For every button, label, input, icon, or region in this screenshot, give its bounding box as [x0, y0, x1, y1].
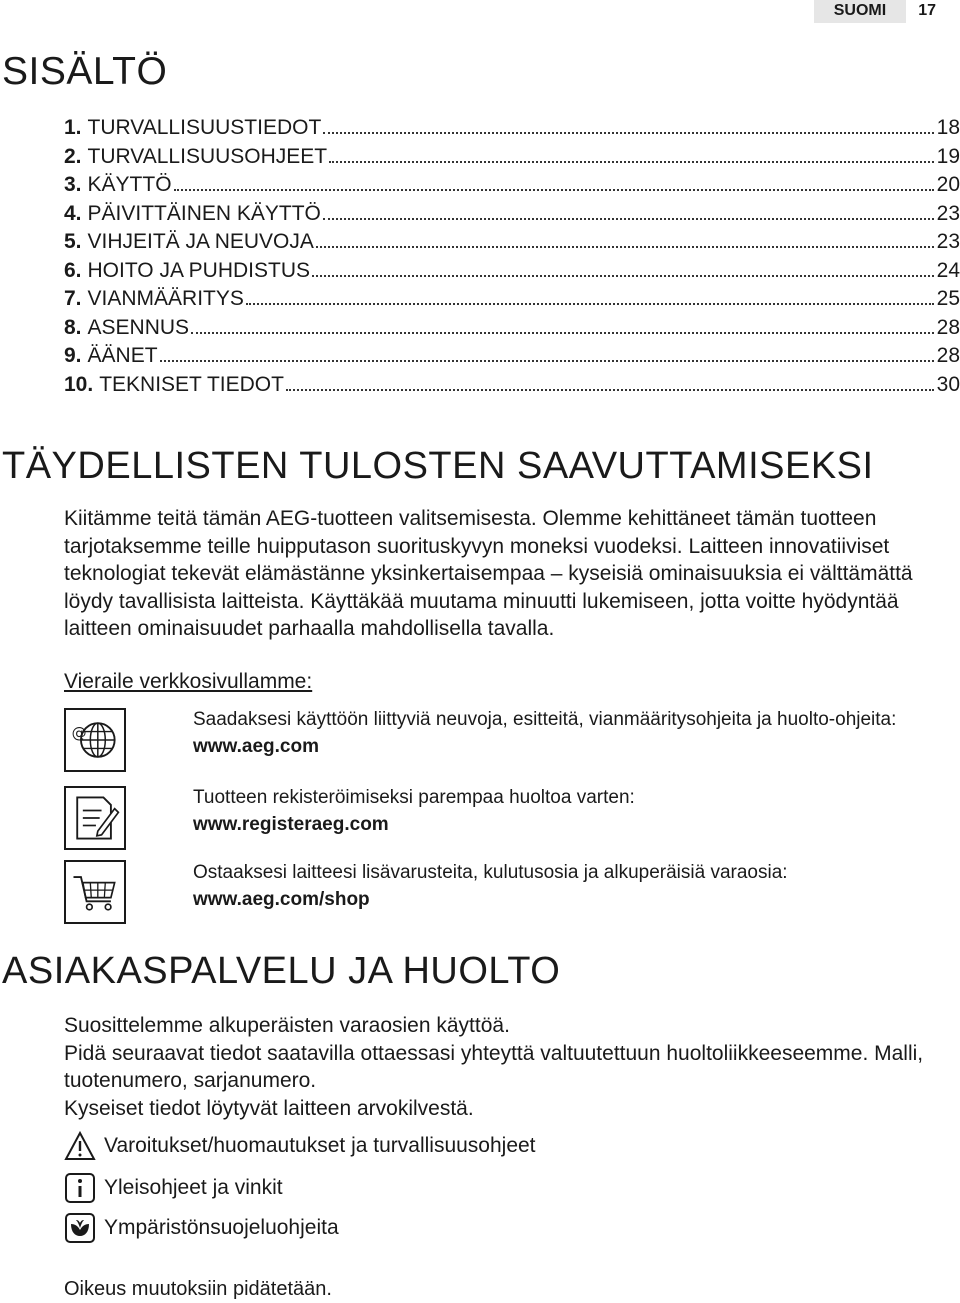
- toc-item-page: 23: [936, 201, 960, 225]
- toc-item-number: 8.: [64, 315, 82, 339]
- web-icon: [64, 708, 126, 772]
- toc-item-label: TEKNISET TIEDOT: [99, 372, 284, 396]
- toc-leader-dots: [312, 275, 934, 277]
- toc-leader-dots: [174, 189, 934, 191]
- toc-item-number: 4.: [64, 201, 82, 225]
- toc-item-number: 7.: [64, 287, 82, 310]
- toc-item-page: 28: [936, 344, 960, 367]
- toc-item-number: 5.: [64, 230, 82, 253]
- toc-item-page: 18: [936, 116, 960, 139]
- register-link[interactable]: www.registeraeg.com: [193, 814, 389, 835]
- toc-leader-dots: [286, 389, 934, 391]
- page-number: 17: [918, 1, 936, 19]
- advice-text: Saadaksesi käyttöön liittyviä neuvoja, esitteitä, vianmääritysohjeita ja huolto-ohjeita:: [193, 709, 897, 730]
- shop-text: Ostaaksesi laitteesi lisävarusteita, kulutusosia ja alkuperäisiä varaosia:: [193, 862, 788, 883]
- environment-icon: [64, 1212, 96, 1244]
- intro-text: [64, 505, 924, 643]
- service-text: [64, 1012, 924, 1122]
- advice-block: [193, 706, 953, 760]
- service-line-3: Kyseiset tiedot löytyvät laitteen arvokilvestä.: [64, 1096, 474, 1120]
- toc-item-number: 9.: [64, 344, 82, 367]
- toc-leader-dots: [160, 360, 934, 362]
- toc-item[interactable]: [64, 287, 960, 316]
- toc-item-number: 1.: [64, 116, 82, 139]
- register-block: [193, 784, 953, 838]
- toc-item-page: 30: [936, 372, 960, 396]
- toc-leader-dots: [316, 246, 934, 248]
- toc-leader-dots: [323, 132, 934, 134]
- toc-item-page: 24: [936, 258, 960, 282]
- toc-item[interactable]: [64, 202, 960, 231]
- toc-title: SISÄLTÖ: [2, 50, 168, 93]
- page-header: [814, 0, 960, 22]
- table-of-contents: [64, 116, 960, 401]
- svg-text:@: @: [71, 724, 87, 743]
- toc-item-label: ASENNUS: [87, 315, 190, 339]
- toc-leader-dots: [246, 303, 934, 305]
- legend-warning-text: Varoitukset/huomautukset ja turvallisuusohjeet: [104, 1134, 536, 1157]
- toc-item-label: TURVALLISUUSOHJEET: [87, 144, 328, 168]
- toc-item-label: HOITO JA PUHDISTUS: [87, 258, 310, 282]
- toc-leader-dots: [191, 332, 934, 334]
- toc-item-label: VIHJEITÄ JA NEUVOJA: [87, 230, 314, 253]
- toc-item-page: 20: [936, 173, 960, 196]
- toc-item[interactable]: [64, 173, 960, 202]
- language-label: SUOMI: [814, 0, 906, 23]
- shop-link[interactable]: www.aeg.com/shop: [193, 889, 370, 910]
- toc-item[interactable]: [64, 145, 960, 174]
- toc-item-page: 19: [936, 144, 960, 168]
- legend-info-text: Yleisohjeet ja vinkit: [104, 1176, 283, 1199]
- toc-item-label: TURVALLISUUSTIEDOT: [87, 116, 322, 139]
- register-text: Tuotteen rekisteröimiseksi parempaa huoltoa varten:: [193, 787, 635, 808]
- toc-item-page: 23: [936, 230, 960, 253]
- toc-leader-dots: [323, 218, 934, 220]
- section-title-results: TÄYDELLISTEN TULOSTEN SAAVUTTAMISEKSI: [2, 445, 874, 487]
- legend-warning: [64, 1130, 536, 1162]
- toc-item[interactable]: [64, 344, 960, 373]
- toc-item[interactable]: [64, 116, 960, 145]
- info-icon: [64, 1172, 96, 1204]
- legend-environment: [64, 1212, 339, 1244]
- service-line-1: Suosittelemme alkuperäisten varaosien käyttöä.: [64, 1014, 510, 1037]
- toc-item-number: 2.: [64, 144, 82, 168]
- legend-environment-text: Ympäristönsuojeluohjeita: [104, 1216, 339, 1239]
- toc-item-label: PÄIVITTÄINEN KÄYTTÖ: [87, 201, 321, 225]
- toc-item-label: ÄÄNET: [87, 344, 158, 367]
- section-title-service: ASIAKASPALVELU JA HUOLTO: [2, 950, 561, 992]
- toc-item-number: 3.: [64, 173, 82, 196]
- service-line-2: Pidä seuraavat tiedot saatavilla ottaessasi yhteyttä valtuutettuun huoltoliikkeeseemme. Malli, tuotenumero, sarjanumero.: [64, 1041, 924, 1092]
- visit-website-label: Vieraile verkkosivullamme:: [64, 670, 313, 693]
- toc-item-label: KÄYTTÖ: [87, 173, 172, 196]
- shopping-cart-icon: [64, 860, 126, 924]
- toc-item[interactable]: [64, 316, 960, 345]
- toc-leader-dots: [329, 161, 934, 163]
- toc-item[interactable]: [64, 230, 960, 259]
- toc-item[interactable]: [64, 373, 960, 402]
- shop-block: [193, 859, 953, 913]
- warning-icon: [64, 1130, 96, 1162]
- toc-item-label: VIANMÄÄRITYS: [87, 287, 244, 310]
- footer-note: Oikeus muutoksiin pidätetään.: [64, 1278, 332, 1300]
- legend-info: [64, 1172, 283, 1204]
- toc-item-number: 6.: [64, 258, 82, 282]
- toc-item-number: 10.: [64, 372, 94, 396]
- toc-item-page: 25: [936, 287, 960, 310]
- register-form-icon: [64, 786, 126, 850]
- toc-item-page: 28: [936, 315, 960, 339]
- toc-item[interactable]: [64, 259, 960, 288]
- advice-link[interactable]: www.aeg.com: [193, 736, 319, 757]
- intro-paragraph: Kiitämme teitä tämän AEG-tuotteen valitsemisesta. Olemme kehittäneet tämän tuotteen tarjotaksemme teille huipputason suorituskyvyn moneksi vuodeksi. Laitteen innovatiiviset teknologiat tekevät elämästänne yksinkertaisempaa – kyseisiä ominaisuuksia ei välttämättä löydy tavallisista laitteista. Käyttäkää muutama minuutti lukemiseen, jotta voitte hyödyntää laitteen ominaisuudet parhaalla mahdollisella tavalla.: [64, 507, 913, 640]
